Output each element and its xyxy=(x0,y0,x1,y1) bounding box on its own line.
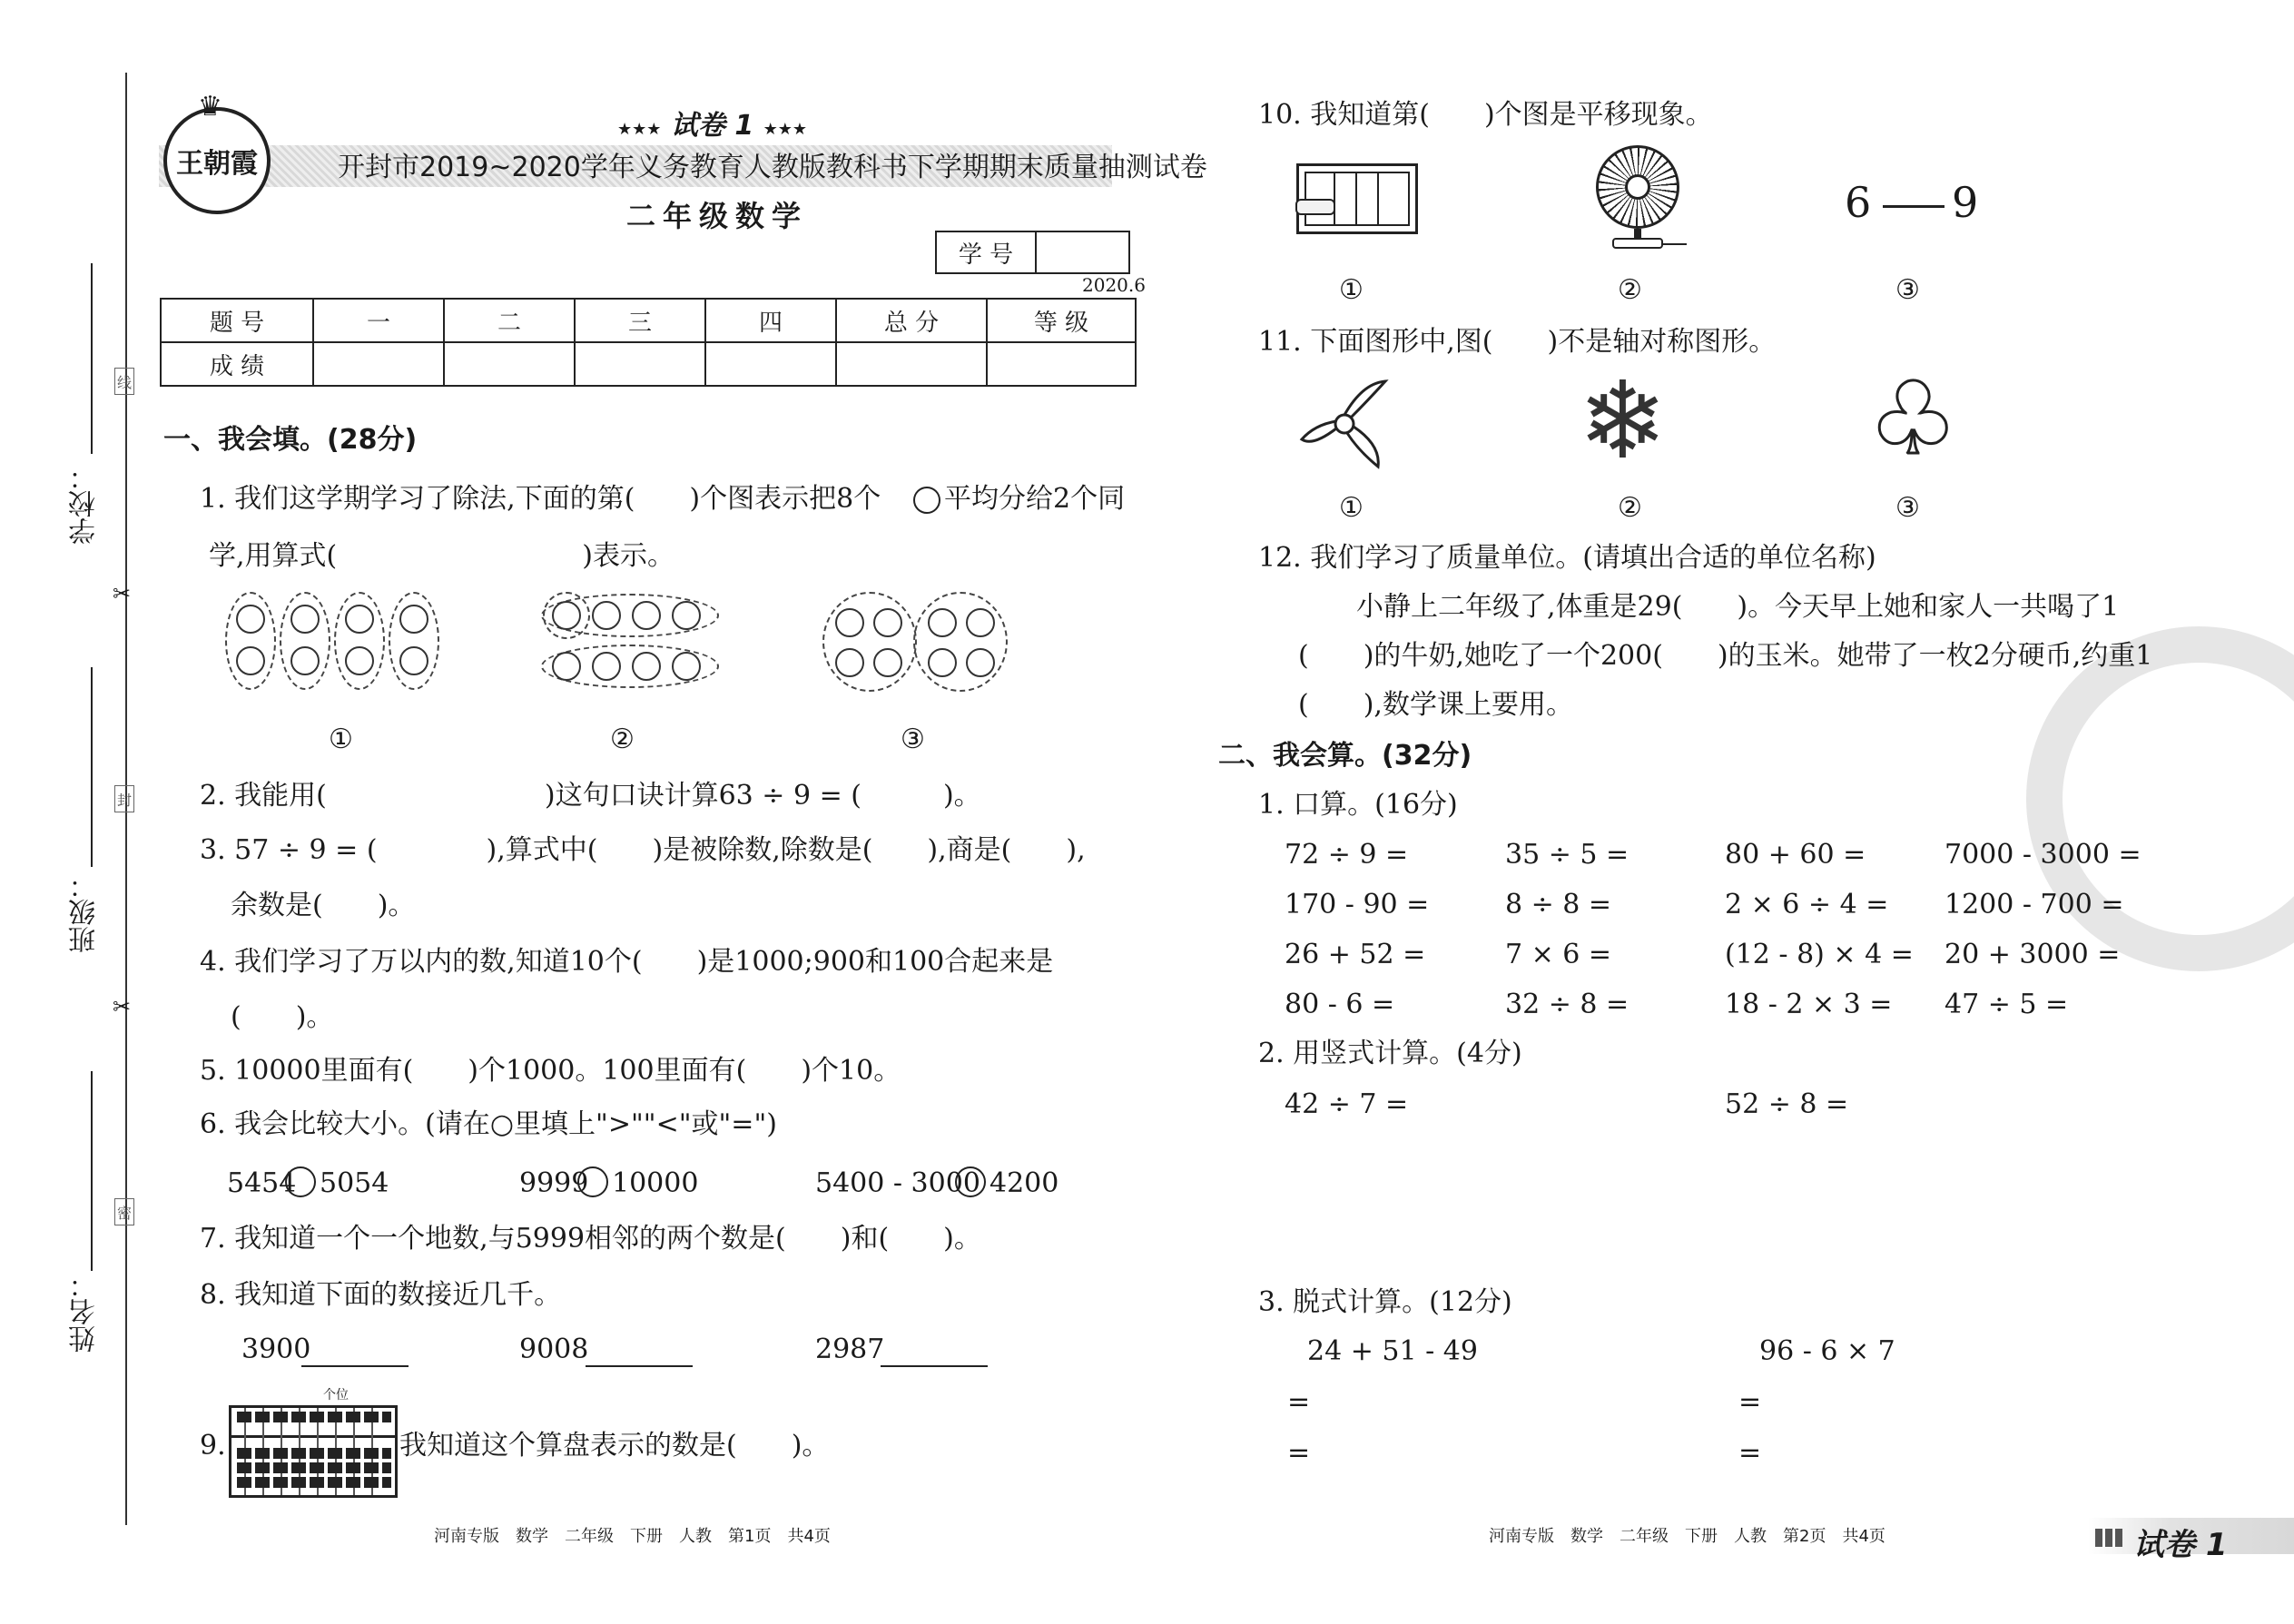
q6-item: 5400 - 3000 xyxy=(815,1167,980,1199)
club-icon: ♣ xyxy=(1868,360,1958,477)
stepwise-eq: = xyxy=(1287,1386,1311,1418)
q3-line2: 余数是( )。 xyxy=(231,890,416,921)
class-underline xyxy=(91,667,93,867)
q12-line3: ( ),数学课上要用。 xyxy=(1298,689,1573,721)
school-underline xyxy=(91,263,93,454)
logo-crown-icon: ♛ xyxy=(198,91,222,123)
q8: 8. 我知道下面的数接近几千。 xyxy=(200,1279,562,1311)
oral-item: 80 - 6 = xyxy=(1285,989,1395,1020)
q1-label-2: ② xyxy=(610,723,635,755)
q9-num: 9. xyxy=(200,1430,226,1462)
q10-label-2: ② xyxy=(1618,274,1642,306)
q6-item: 5454 xyxy=(227,1167,297,1199)
q11-label-2: ② xyxy=(1618,492,1642,524)
compare-circle[interactable] xyxy=(285,1166,316,1197)
q9-text: 我知道这个算盘表示的数是( )。 xyxy=(399,1430,830,1462)
student-id-box xyxy=(935,231,1130,274)
abacus-figure xyxy=(229,1405,398,1498)
q6-item: 4200 xyxy=(989,1167,1059,1199)
q10-label-1: ① xyxy=(1339,274,1364,306)
table-cell: 四 xyxy=(705,299,836,342)
logo-emblem xyxy=(163,91,271,214)
q10-expr-b: 9 xyxy=(1952,178,1979,227)
footer-squares-icon xyxy=(2095,1529,2122,1547)
compare-circle[interactable] xyxy=(577,1166,608,1197)
stepwise-eq: = xyxy=(1738,1386,1762,1418)
q1-line2: 学,用算式( )表示。 xyxy=(209,540,674,572)
q1-label-3: ③ xyxy=(901,723,925,755)
oral-item: 47 ÷ 5 = xyxy=(1944,989,2069,1020)
q12-line1: 小静上二年级了,体重是29( )。今天早上她和家人一共喝了1 xyxy=(1356,591,2120,623)
table-cell: 等 级 xyxy=(987,299,1136,342)
q11-label-3: ③ xyxy=(1895,492,1920,524)
footer-tag: 试卷 1 xyxy=(2133,1527,2228,1563)
class-label: 班级： xyxy=(69,871,101,953)
section2-title: 二、我会算。(32分) xyxy=(1218,740,1472,772)
score-table xyxy=(160,298,1137,387)
q1-figure-1 xyxy=(225,592,443,692)
q6-item: 5054 xyxy=(320,1167,389,1199)
name-label: 姓名： xyxy=(69,1271,101,1353)
binding-mark-secret: 密 xyxy=(114,1198,134,1225)
q6: 6. 我会比较大小。(请在○里填上">""<"或"=") xyxy=(200,1108,777,1140)
exam-subject: 二年级数学 xyxy=(626,199,809,233)
q1-line1-tail: 平均分给2个同 xyxy=(944,483,1126,515)
q11: 11. 下面图形中,图( )不是轴对称图形。 xyxy=(1258,326,1777,358)
table-cell: 三 xyxy=(575,299,705,342)
q12: 12. 我们学习了质量单位。(请填出合适的单位名称) xyxy=(1258,542,1876,574)
q8-item: 9008 xyxy=(519,1334,589,1365)
oral-item: 80 + 60 = xyxy=(1725,839,1866,871)
oral-item: 32 ÷ 8 = xyxy=(1505,989,1629,1020)
q8-answer-line[interactable] xyxy=(301,1365,409,1367)
table-cell: 二 xyxy=(444,299,575,342)
name-underline xyxy=(91,1071,93,1271)
q1-line1: 1. 我们这学期学习了除法,下面的第( )个图表示把8个 xyxy=(200,483,881,515)
q10-label-3: ③ xyxy=(1895,274,1920,306)
q11-label-1: ① xyxy=(1339,492,1364,524)
stepwise-item: 96 - 6 × 7 xyxy=(1759,1335,1895,1367)
q8-item: 3900 xyxy=(241,1334,311,1365)
q10: 10. 我知道第( )个图是平移现象。 xyxy=(1258,99,1713,131)
score-input[interactable] xyxy=(836,342,987,386)
oral-item: 1200 - 700 = xyxy=(1944,889,2124,920)
binding-mark-seal: 封 xyxy=(114,785,134,812)
logo-text: 王朝霞 xyxy=(176,148,258,180)
oral-item: 170 - 90 = xyxy=(1285,889,1430,920)
score-input[interactable] xyxy=(444,342,575,386)
oral-item: 26 + 52 = xyxy=(1285,939,1426,970)
q6-item: 9999 xyxy=(519,1167,589,1199)
oral-item: 72 ÷ 9 = xyxy=(1285,839,1409,871)
q3-line1: 3. 57 ÷ 9 = ( ),算式中( )是被除数,除数是( ),商是( ), xyxy=(200,834,1086,866)
exam-date: 2020.6 xyxy=(1082,274,1146,296)
q4-line1: 4. 我们学习了万以内的数,知道10个( )是1000;900和100合起来是 xyxy=(200,946,1054,978)
oral-item: (12 - 8) × 4 = xyxy=(1725,939,1914,970)
q8-item: 2987 xyxy=(815,1334,885,1365)
vertical-title: 2. 用竖式计算。(4分) xyxy=(1258,1038,1522,1069)
score-input[interactable] xyxy=(705,342,836,386)
q8-answer-line[interactable] xyxy=(881,1365,988,1367)
series-badge: ★★★ 试卷 1 ★★★ xyxy=(617,110,808,142)
oral-item: 20 + 3000 = xyxy=(1944,939,2121,970)
table-cell: 总 分 xyxy=(836,299,987,342)
table-row xyxy=(161,342,1136,386)
oral-item: 35 ÷ 5 = xyxy=(1505,839,1629,871)
q8-answer-line[interactable] xyxy=(586,1365,693,1367)
stepwise-eq: = xyxy=(1738,1437,1762,1469)
stepwise-eq: = xyxy=(1287,1437,1311,1469)
snowflake-icon: ❄ xyxy=(1578,358,1668,483)
oral-item: 7000 - 3000 = xyxy=(1944,839,2141,871)
score-input[interactable] xyxy=(313,342,444,386)
q1-label-1: ① xyxy=(329,723,353,755)
q1-figure-3 xyxy=(822,592,1009,694)
vertical-item: 52 ÷ 8 = xyxy=(1725,1088,1849,1120)
q7: 7. 我知道一个一个地数,与5999相邻的两个数是( )和( )。 xyxy=(200,1223,981,1255)
table-cell: 成 绩 xyxy=(161,342,313,386)
scissors-icon: ✂ xyxy=(113,581,132,606)
table-row xyxy=(161,299,1136,342)
abacus-ones-label: 个位 xyxy=(323,1388,349,1403)
fan-figure xyxy=(1590,145,1690,251)
school-label: 学校： xyxy=(69,463,101,545)
scissors-icon: ✂ xyxy=(113,994,132,1019)
footer-left: 河南专版 数学 二年级 下册 人教 第1页 共4页 xyxy=(434,1527,831,1546)
series-title: 试卷 1 xyxy=(670,110,754,142)
pinwheel-figure xyxy=(1295,374,1394,474)
table-cell: 题 号 xyxy=(161,299,313,342)
q4-line2: ( )。 xyxy=(231,1001,334,1033)
oral-item: 8 ÷ 8 = xyxy=(1505,889,1612,920)
compare-circle[interactable] xyxy=(955,1166,986,1197)
stepwise-title: 3. 脱式计算。(12分) xyxy=(1258,1286,1512,1318)
oral-item: 7 × 6 = xyxy=(1505,939,1612,970)
table-cell: 一 xyxy=(313,299,444,342)
oral-item: 18 - 2 × 3 = xyxy=(1725,989,1893,1020)
q10-expr-a: 6 xyxy=(1845,178,1872,227)
student-id-label: 学 号 xyxy=(937,232,1037,272)
oral-item: 2 × 6 ÷ 4 = xyxy=(1725,889,1889,920)
stepwise-item: 24 + 51 - 49 xyxy=(1307,1335,1478,1367)
student-id-field[interactable] xyxy=(1037,232,1128,272)
apple-icon xyxy=(913,487,940,514)
vertical-item: 42 ÷ 7 = xyxy=(1285,1088,1409,1120)
footer-right: 河南专版 数学 二年级 下册 人教 第2页 共4页 xyxy=(1489,1527,1885,1546)
q12-line2: ( )的牛奶,她吃了一个200( )的玉米。她带了一枚2分硬币,约重1 xyxy=(1298,640,2153,672)
q6-item: 10000 xyxy=(612,1167,699,1199)
score-input[interactable] xyxy=(987,342,1136,386)
exam-title: 开封市2019~2020学年义务教育人教版教科书下学期期末质量抽测试卷 xyxy=(338,152,1207,183)
arrow-icon xyxy=(1883,205,1944,208)
binding-mark-line: 线 xyxy=(114,368,134,395)
score-input[interactable] xyxy=(575,342,705,386)
hand-icon xyxy=(1295,199,1335,215)
q5: 5. 10000里面有( )个1000。100里面有( )个10。 xyxy=(200,1055,901,1087)
section1-title: 一、我会填。(28分) xyxy=(163,424,418,456)
window-figure xyxy=(1296,163,1418,234)
oral-title: 1. 口算。(16分) xyxy=(1258,789,1458,821)
q1-figure-2 xyxy=(541,592,723,692)
q2: 2. 我能用( )这句口诀计算63 ÷ 9 = ( )。 xyxy=(200,780,981,812)
